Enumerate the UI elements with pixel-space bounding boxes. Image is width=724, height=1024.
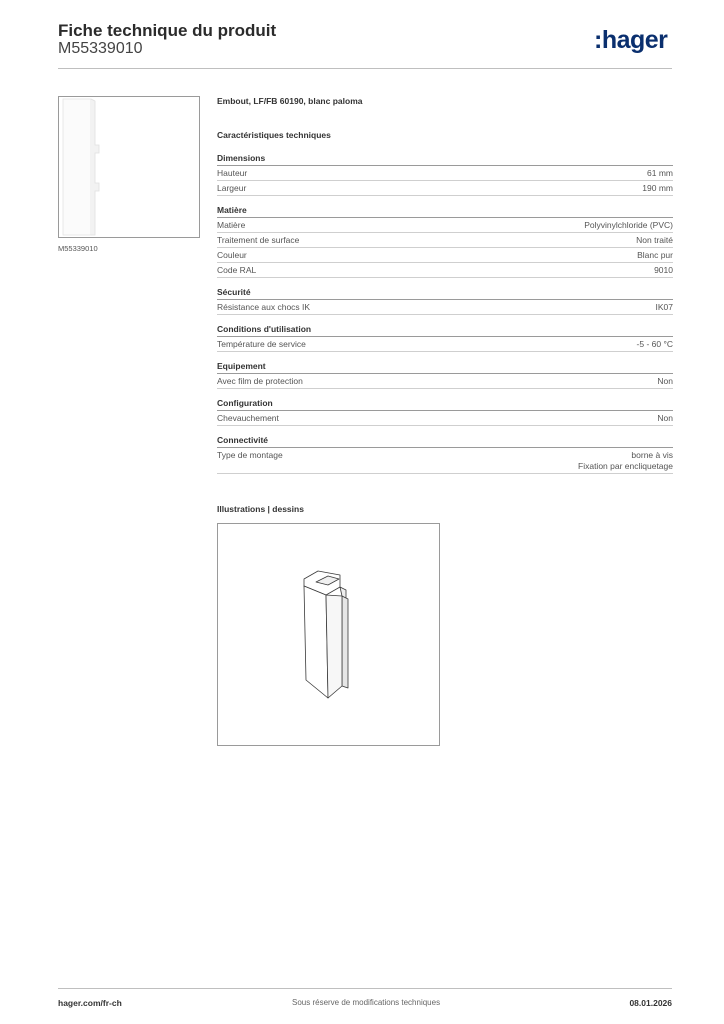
- spec-value: Fixation par encliquetage: [578, 461, 673, 471]
- spec-group-dimensions: [217, 152, 673, 196]
- spec-group-title: Equipement: [217, 360, 673, 374]
- product-name: Embout, LF/FB 60190, blanc paloma: [217, 96, 363, 106]
- spec-row: [217, 181, 673, 196]
- footer-divider: [58, 988, 672, 989]
- spec-value: -5 - 60 °C: [636, 339, 673, 349]
- footer-date: 08.01.2026: [629, 998, 672, 1008]
- spec-value: Polyvinylchloride (PVC): [584, 220, 673, 230]
- spec-value: Non: [657, 376, 673, 386]
- illustrations-heading: Illustrations | dessins: [217, 504, 304, 514]
- thumbnail-caption: M55339010: [58, 244, 98, 253]
- spec-group-title: Dimensions: [217, 152, 673, 166]
- spec-label: Chevauchement: [217, 413, 279, 423]
- spec-group-title: Matière: [217, 204, 673, 218]
- spec-label: Hauteur: [217, 168, 248, 178]
- document-title: Fiche technique du produit: [58, 21, 277, 40]
- spec-group-equipment: [217, 360, 673, 389]
- spec-group-title: Configuration: [217, 397, 673, 411]
- endcap-line-drawing: [218, 524, 439, 745]
- spec-label: Couleur: [217, 250, 247, 260]
- spec-label: Avec film de protection: [217, 376, 303, 386]
- spec-value-multi: [578, 450, 673, 472]
- spec-group-safety: [217, 286, 673, 315]
- spec-value: 61 mm: [647, 168, 673, 178]
- spec-label: Code RAL: [217, 265, 257, 275]
- spec-label: Largeur: [217, 183, 247, 193]
- specifications: [217, 96, 673, 474]
- spec-value: 9010: [654, 265, 673, 275]
- hager-logo: :hager: [594, 26, 668, 54]
- spec-row: [217, 218, 673, 233]
- product-code: M55339010: [58, 40, 143, 57]
- spec-value: borne à vis: [631, 450, 673, 460]
- spec-row: [217, 448, 673, 474]
- endcap-thumbnail-drawing: [59, 97, 199, 237]
- spec-value: 190 mm: [642, 183, 673, 193]
- spec-group-connectivity: [217, 434, 673, 474]
- product-thumbnail: [58, 96, 200, 238]
- spec-group-operating-conditions: [217, 323, 673, 352]
- spec-row: [217, 248, 673, 263]
- spec-row: [217, 411, 673, 426]
- spec-value: Non: [657, 413, 673, 423]
- spec-row: [217, 374, 673, 389]
- footer-disclaimer: Sous réserve de modifications techniques: [292, 998, 441, 1007]
- spec-row: [217, 166, 673, 181]
- footer-website: hager.com/fr-ch: [58, 998, 122, 1008]
- spec-label: Traitement de surface: [217, 235, 300, 245]
- spec-group-material: [217, 204, 673, 278]
- spec-value: IK07: [655, 302, 673, 312]
- spec-label: Type de montage: [217, 450, 283, 460]
- header-divider: [58, 68, 672, 69]
- spec-label: Matière: [217, 220, 246, 230]
- spec-row: [217, 263, 673, 278]
- spec-label: Résistance aux chocs IK: [217, 302, 311, 312]
- spec-value: Blanc pur: [637, 250, 673, 260]
- technical-characteristics-heading: Caractéristiques techniques: [217, 130, 331, 140]
- spec-value: Non traité: [636, 235, 673, 245]
- spec-label: Température de service: [217, 339, 306, 349]
- spec-group-configuration: [217, 397, 673, 426]
- spec-group-title: Connectivité: [217, 434, 673, 448]
- spec-group-title: Sécurité: [217, 286, 673, 300]
- spec-row: [217, 337, 673, 352]
- spec-group-title: Conditions d'utilisation: [217, 323, 673, 337]
- spec-row: [217, 233, 673, 248]
- spec-row: [217, 300, 673, 315]
- illustration-frame: [217, 523, 440, 746]
